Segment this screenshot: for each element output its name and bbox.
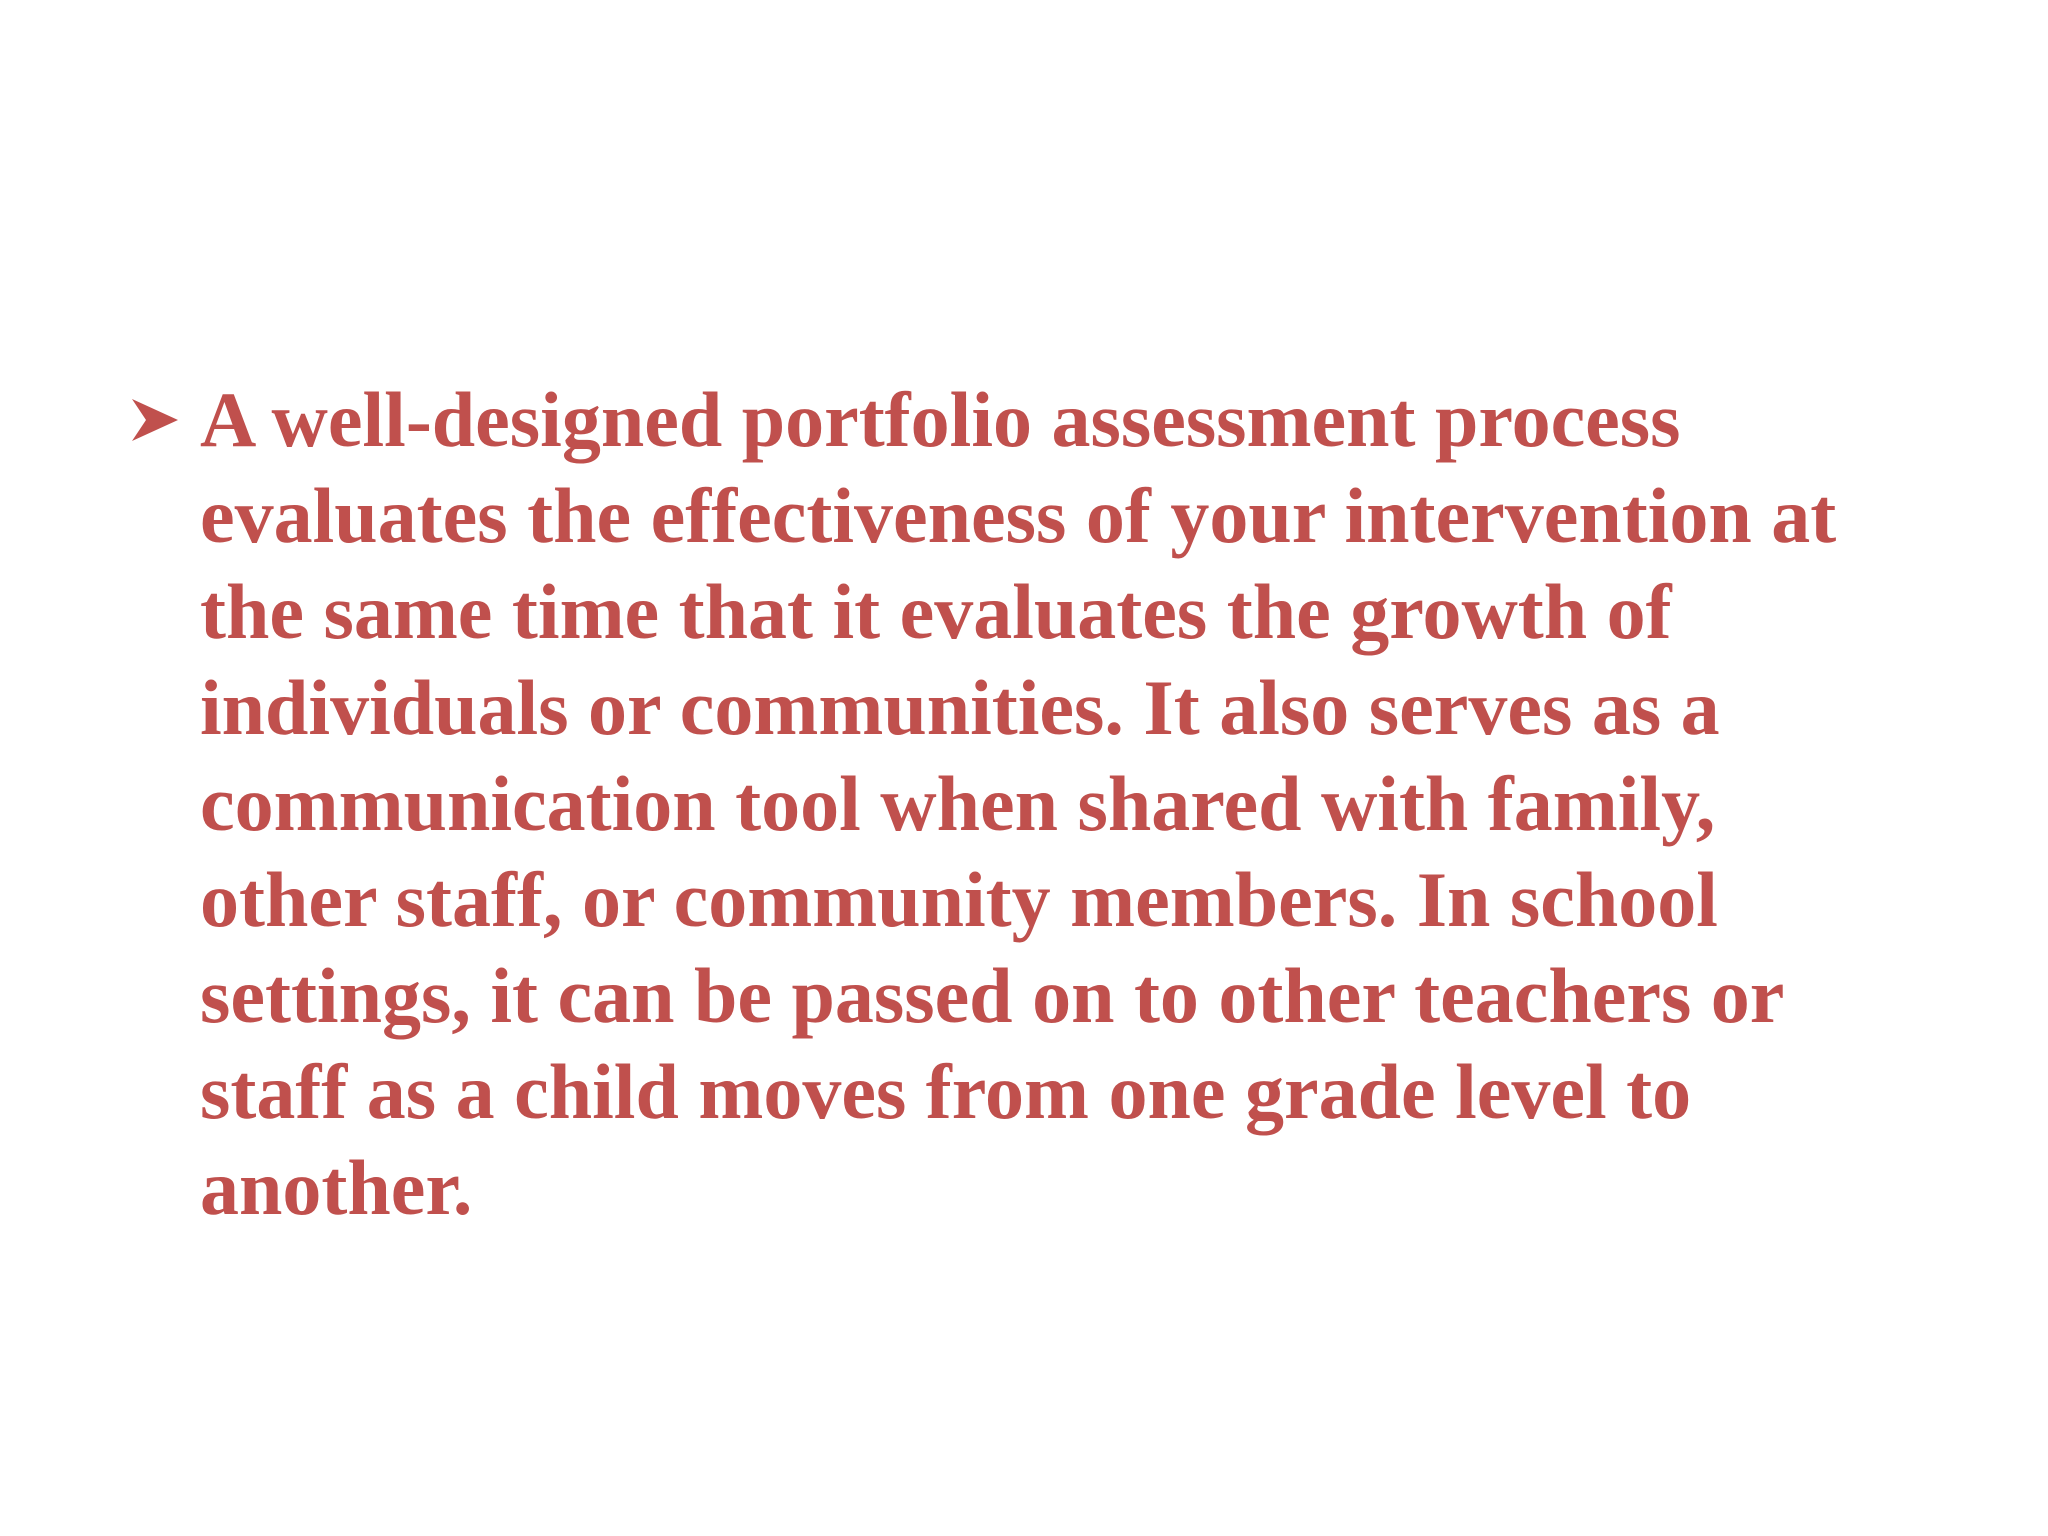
- bullet-text-line: individuals or communities. It also serves as a: [200, 664, 1720, 751]
- bullet-text-line: settings, it can be passed on to other teachers or: [200, 952, 1785, 1039]
- bullet-text-line: evaluates the effectiveness of your intervention at: [200, 472, 1837, 559]
- bullet-text-line: communication tool when shared with family,: [200, 760, 1716, 847]
- arrowhead-bullet-icon: [130, 372, 200, 468]
- bullet-text-line: the same time that it evaluates the growth of: [200, 568, 1672, 655]
- bullet-text-line: A well-designed portfolio assessment process: [200, 376, 1681, 463]
- bullet-item: [130, 372, 1930, 1236]
- bullet-text: [200, 372, 1836, 1236]
- bullet-text-line: other staff, or community members. In school: [200, 856, 1718, 943]
- bullet-text-line: another.: [200, 1144, 473, 1231]
- bullet-text-line: staff as a child moves from one grade level to: [200, 1048, 1692, 1135]
